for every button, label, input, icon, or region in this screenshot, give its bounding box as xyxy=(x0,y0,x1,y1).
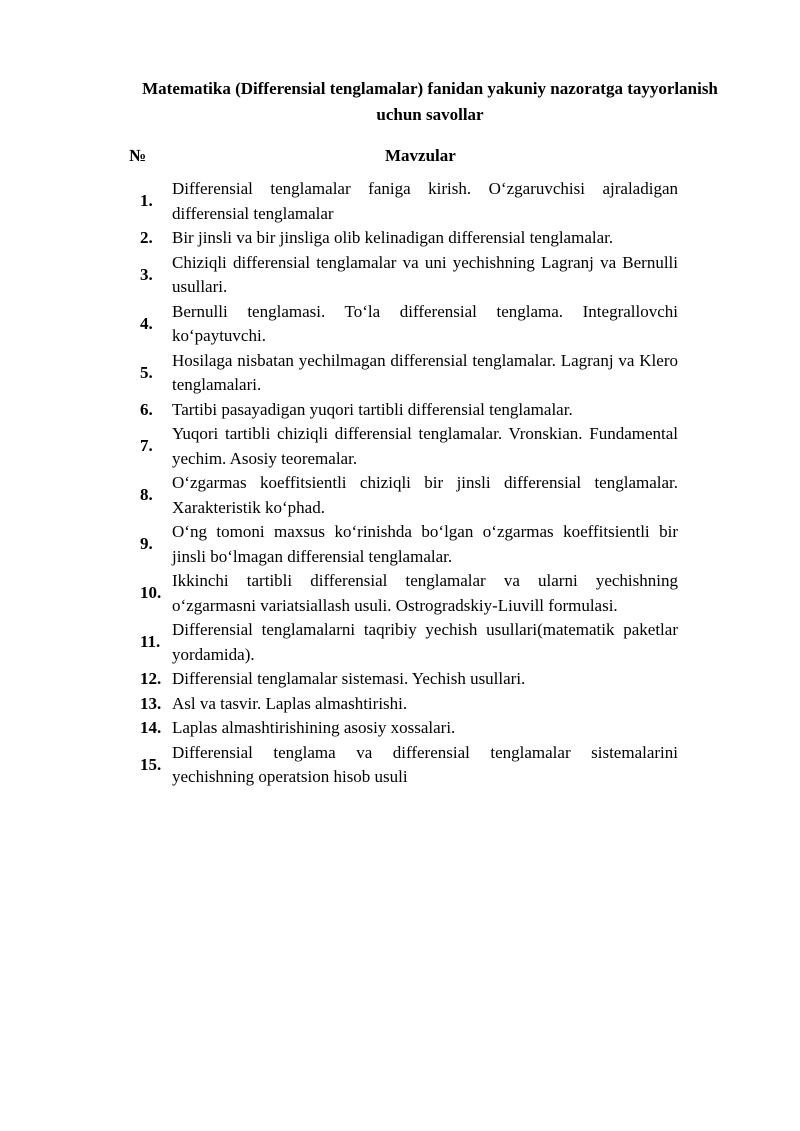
topic-number: 5. xyxy=(140,362,153,382)
table-row xyxy=(140,300,678,349)
topic-text: Asl va tasvir. Laplas almashtirishi. xyxy=(172,693,408,713)
table-row xyxy=(140,226,678,251)
topic-number: 3. xyxy=(140,264,153,284)
topic-text: Laplas almashtirishining asosiy xossalari. xyxy=(172,718,456,737)
document-title: Matematika (Differensial tenglamalar) fanidan yakuniy nazoratga tayyorlanish uchun savollar xyxy=(142,79,718,124)
topic-text: Bir jinsli va bir jinsliga olib kelinadigan differensial tenglamalar. xyxy=(172,228,614,247)
topic-text: Bernulli tenglamasi. To‘la differensial tenglama. Integrallovchi ko‘paytuvchi. xyxy=(172,301,678,345)
topic-number: 7. xyxy=(140,436,153,456)
topic-text: O‘zgarmas koeffitsientli chiziqli bir jinsli differensial tenglamalar. Xarakteristik ko‘phad. xyxy=(172,473,678,517)
topic-number: 11. xyxy=(140,632,161,652)
table-row xyxy=(140,667,678,692)
topic-number: 14. xyxy=(140,718,162,737)
table-row xyxy=(140,251,678,300)
table-row xyxy=(140,569,678,618)
table-row xyxy=(140,422,678,471)
topic-number: 2. xyxy=(140,228,153,247)
topic-text: Differensial tenglamalar sistemasi. Yechish usullari. xyxy=(172,669,526,688)
topic-text: Hosilaga nisbatan yechilmagan differensial tenglamalar. Lagranj va Klero tenglamalari. xyxy=(172,350,678,394)
topic-number: 10. xyxy=(140,583,162,603)
table-row xyxy=(140,618,678,667)
table-row xyxy=(140,398,678,423)
table-row xyxy=(140,471,678,520)
topics-column-header: Mavzular xyxy=(385,146,456,165)
topic-number: 13. xyxy=(140,693,162,713)
topic-number: 6. xyxy=(140,399,153,419)
topic-number: 12. xyxy=(140,669,162,688)
table-row xyxy=(140,177,678,226)
topic-text: Yuqori tartibli chiziqli differensial tenglamalar. Vronskian. Fundamental yechim. Asosiy teoremalar. xyxy=(172,424,678,468)
topic-text: Tartibi pasayadigan yuqori tartibli differensial tenglamalar. xyxy=(172,399,573,419)
topic-number: 15. xyxy=(140,754,162,774)
topics-table xyxy=(140,177,678,790)
topic-text: Ikkinchi tartibli differensial tenglamalar va ularni yechishning o‘zgarmasni variatsiallash usuli. Ostrogradskiy-Liuvill formulasi. xyxy=(172,571,678,615)
topic-text: Differensial tenglama va differensial tenglamalar sistemalarini yechishning operatsion hisob usuli xyxy=(172,742,678,786)
topic-text: O‘ng tomoni maxsus ko‘rinishda bo‘lgan o‘zgarmas koeffitsientli bir jinsli bo‘lmagan differensial tenglamalar. xyxy=(172,522,678,566)
topic-number: 9. xyxy=(140,534,153,554)
topic-number: 1. xyxy=(140,191,153,211)
topic-number: 4. xyxy=(140,313,153,333)
topic-number: 8. xyxy=(140,485,153,505)
topic-text: Differensial tenglamalar faniga kirish. O‘zgaruvchisi ajraladigan differensial tenglamalar xyxy=(172,179,678,223)
table-row xyxy=(140,716,678,741)
topic-text: Chiziqli differensial tenglamalar va uni yechishning Lagranj va Bernulli usullari. xyxy=(172,252,678,296)
table-row xyxy=(140,692,678,717)
table-row xyxy=(140,741,678,790)
table-row xyxy=(140,520,678,569)
table-row xyxy=(140,349,678,398)
number-column-header: № xyxy=(129,146,147,165)
topic-text: Differensial tenglamalarni taqribiy yechish usullari(matematik paketlar yordamida). xyxy=(172,620,678,664)
